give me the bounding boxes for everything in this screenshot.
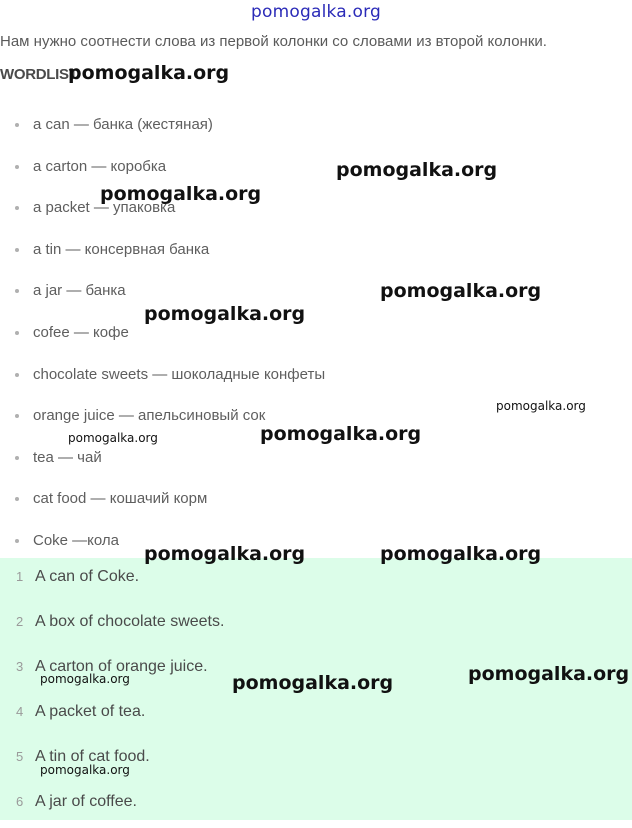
wordlist-item: a tin — консервная банка	[0, 229, 632, 271]
wordlist-item: a jar — банка	[0, 270, 632, 312]
bullet-icon	[15, 373, 19, 377]
wordlist-item: cat food — кошачий корм	[0, 478, 632, 520]
watermark: pomogalka.org	[380, 543, 542, 565]
wordlist-item: Coke —кола	[0, 520, 632, 562]
answer-number: 5	[16, 749, 24, 764]
bullet-icon	[15, 165, 19, 169]
bullet-icon	[15, 539, 19, 543]
bullet-icon	[15, 331, 19, 335]
answer-item	[0, 693, 632, 738]
answer-text: A can of Coke.	[35, 568, 140, 585]
wordlist-item: cofee — кофе	[0, 312, 632, 354]
answer-number: 2	[16, 614, 24, 629]
answer-text: A tin of cat food.	[35, 748, 150, 765]
answer-item	[0, 603, 632, 648]
watermark: pomogalka.org	[40, 672, 130, 686]
answer-text: A carton of orange juice.	[35, 658, 208, 675]
bullet-icon	[15, 248, 19, 252]
wordlist-item: a packet — упаковка	[0, 187, 632, 229]
watermark: pomogalka.org	[336, 159, 498, 181]
bullet-icon	[15, 206, 19, 210]
watermark: pomogalka.org	[68, 62, 230, 84]
watermark: pomogalka.org	[68, 431, 158, 445]
wordlist-item: tea — чай	[0, 437, 632, 479]
watermark: pomogalka.org	[144, 303, 306, 325]
wordlist-item: a can — банка (жестяная)	[0, 104, 632, 146]
wordlist	[0, 104, 632, 562]
watermark: pomogalka.org	[260, 423, 422, 445]
watermark: pomogalka.org	[232, 672, 394, 694]
watermark: pomogalka.org	[40, 763, 130, 777]
answer-text: A packet of tea.	[35, 703, 146, 720]
watermark: pomogalka.org	[144, 543, 306, 565]
answer-text: A box of chocolate sweets.	[35, 613, 225, 630]
answer-number: 4	[16, 704, 24, 719]
answer-item	[0, 783, 632, 828]
bullet-icon	[15, 289, 19, 293]
wordlist-title: WORDLIST	[0, 66, 78, 83]
bullet-icon	[15, 497, 19, 501]
instruction-text: Нам нужно соотнести слова из первой колонки со словами из второй колонки.	[0, 33, 547, 50]
answer-number: 6	[16, 794, 24, 809]
watermark: pomogalka.org	[380, 280, 542, 302]
wordlist-item: chocolate sweets — шоколадные конфеты	[0, 354, 632, 396]
answer-text: A jar of coffee.	[35, 793, 137, 810]
bullet-icon	[15, 456, 19, 460]
watermark: pomogalka.org	[468, 663, 630, 685]
answer-number: 1	[16, 569, 24, 584]
watermark: pomogalka.org	[496, 399, 586, 413]
watermark: pomogalka.org	[100, 183, 262, 205]
bullet-icon	[15, 123, 19, 127]
wordlist-item: orange juice — апельсиновый сок	[0, 395, 632, 437]
wordlist-item: a carton — коробка	[0, 146, 632, 188]
answer-number: 3	[16, 659, 24, 674]
bullet-icon	[15, 414, 19, 418]
site-header[interactable]: pomogalka.org	[251, 2, 381, 22]
